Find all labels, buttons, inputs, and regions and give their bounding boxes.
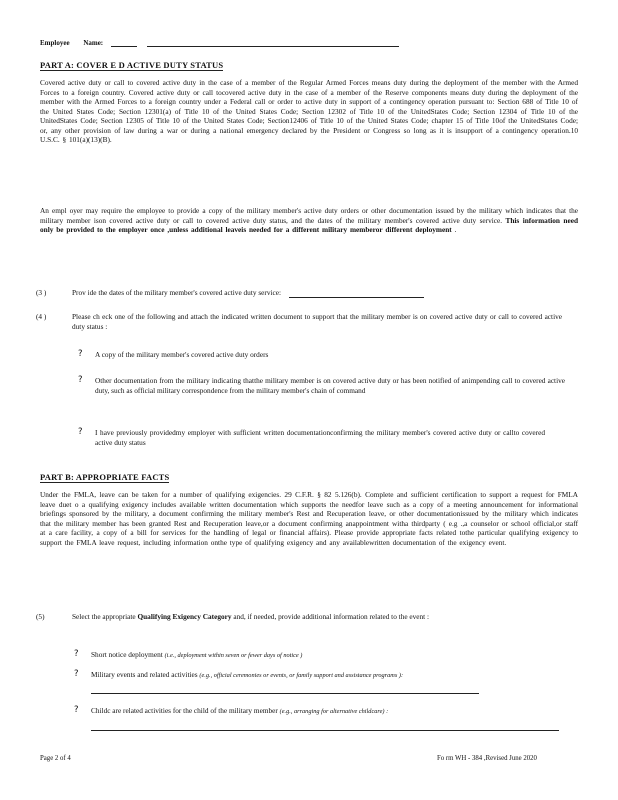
name-label: Name: xyxy=(83,39,104,47)
question-3 xyxy=(36,288,576,300)
checkbox-icon[interactable]: ? xyxy=(74,705,79,715)
employee-label: Employee xyxy=(40,39,70,47)
option-military-events[interactable] xyxy=(74,670,584,682)
checkbox-icon[interactable]: ? xyxy=(78,427,83,437)
part-a-paragraph-2: An empl oyer may require the employee to provide a copy of the military member's active duty orders or other documentation issued by the military which indicates that the military member ison covered active duty or call to covered active duty status, and the dates of the military member's covered active duty service. This information need only be provided to the employer once ,unless additional leaveis needed for a different military memberor different deployment . xyxy=(40,206,578,234)
option-label: Childc are related activities for the child of the military member (e.g., arranging for alternative childcare) : xyxy=(91,706,389,715)
question-3-text: Prov ide the dates of the military member's covered active duty service: xyxy=(72,288,424,298)
covered-active-duty-dates-field[interactable] xyxy=(289,289,424,298)
part-b-paragraph-1: Under the FMLA, leave can be taken for a number of qualifying exigencies. 29 C.F.R. § 82 5.126(b). Complete and sufficient certification to support a request for FMLA leave duet o a qualifying exigency includes available written documentation which supports the needfor leave such as a copy of a meeting announcement for informational briefings sponsored by the military, a document confirming the military member's Rest and Recuperation leave, or other documentationissued by the military which indicates that the military member has been granted Rest and Recuperation leave,or a document confirming anappointment witha thirdparty ( e.g .,a counselor or school official,or staff at a care facility, a copy of a bill for services for the handling of legal or financial affairs). Please provide appropriate facts related tothe particular qualifying exigency to support the FMLA leave request, including information onthe type of qualifying exigency and any availablewritten documentation of the exigency event. xyxy=(40,490,578,547)
part-b-heading: PART B: APPROPRIATE FACTS xyxy=(40,472,170,482)
employee-name-field[interactable] xyxy=(147,38,399,47)
form-identifier: Fo rm WH - 384 ,Revised June 2020 xyxy=(437,755,537,762)
employee-name-field-short[interactable] xyxy=(111,38,137,47)
option-duty-orders[interactable] xyxy=(78,350,568,362)
checkbox-icon[interactable]: ? xyxy=(74,649,79,659)
part-a-paragraph-1: Covered active duty or call to covered active duty in the case of a member of the Regular Armed Forces means duty during the deployment of the member with the Armed Forces to a foreign country. Covered active duty or call tocovered active duty in the case of a member of the Reserve components means duty during the deployment of the member with the Armed Forces to a foreign country under a Federal call or order to active duty in support of a contingency operation pursuant to: Section 688 of Title 10 of the United States Code; Section 12301(a) of Title 10 of the United States Code; Section 12302 of Title 10 of the UnitedStates Code; Section 12304 of Title 10 of the UnitedStates Code; Section 12305 of Title 10 of the United States Code; Section12406 of Title 10 of the United States Code; chapter 15 of Title 10of the UnitedStates Code; or, any other provision of law during a war or during a national emergency declared by the President or Congress so long as it is insupport of a contingency operation.10 U.S.C. § 101(a)(13)(B). xyxy=(40,78,578,144)
checkbox-icon[interactable]: ? xyxy=(78,349,83,359)
page-number: Page 2 of 4 xyxy=(40,755,71,762)
option-other-documentation[interactable] xyxy=(78,376,568,408)
option-previously-provided[interactable] xyxy=(78,428,568,450)
option-short-notice-deployment[interactable] xyxy=(74,650,574,662)
question-4-text: Please ch eck one of the following and attach the indicated written document to support that the military member is on covered active duty or call to covered active duty status : xyxy=(72,312,562,331)
option-label: Short notice deployment (i.e., deployment within seven or fewer days of notice ) xyxy=(91,650,303,659)
question-4-number: (4 ) xyxy=(36,312,47,321)
question-3-number: (3 ) xyxy=(36,288,47,297)
question-5 xyxy=(36,612,576,634)
checkbox-icon[interactable]: ? xyxy=(74,669,79,679)
question-5-text: Select the appropriate Qualifying Exigency Category and, if needed, provide additional information related to the event : xyxy=(72,612,430,621)
childcare-details-field[interactable] xyxy=(91,730,559,731)
military-events-details-field[interactable] xyxy=(91,693,479,694)
option-label: Other documentation from the military indicating thatthe military member is on covered active duty or has been notified of animpending call to covered active duty, such as official military correspondence from the military member's chain of command xyxy=(95,376,565,395)
option-childcare-activities[interactable] xyxy=(74,706,584,718)
part-a-heading: PART A: COVER E D ACTIVE DUTY STATUS xyxy=(40,60,224,70)
checkbox-icon[interactable]: ? xyxy=(78,375,83,385)
option-label: I have previously providedmy employer with sufficient written documentationconfirming the military member's covered active duty or callto covered active duty status xyxy=(95,428,545,447)
option-label: A copy of the military member's covered active duty orders xyxy=(95,350,269,359)
employee-name-row xyxy=(40,38,399,47)
question-4 xyxy=(36,312,576,334)
question-5-number: (5) xyxy=(36,612,45,621)
option-label: Military events and related activities (e.g., official ceremonies or events, or family support and assistance programs ): xyxy=(91,670,404,679)
